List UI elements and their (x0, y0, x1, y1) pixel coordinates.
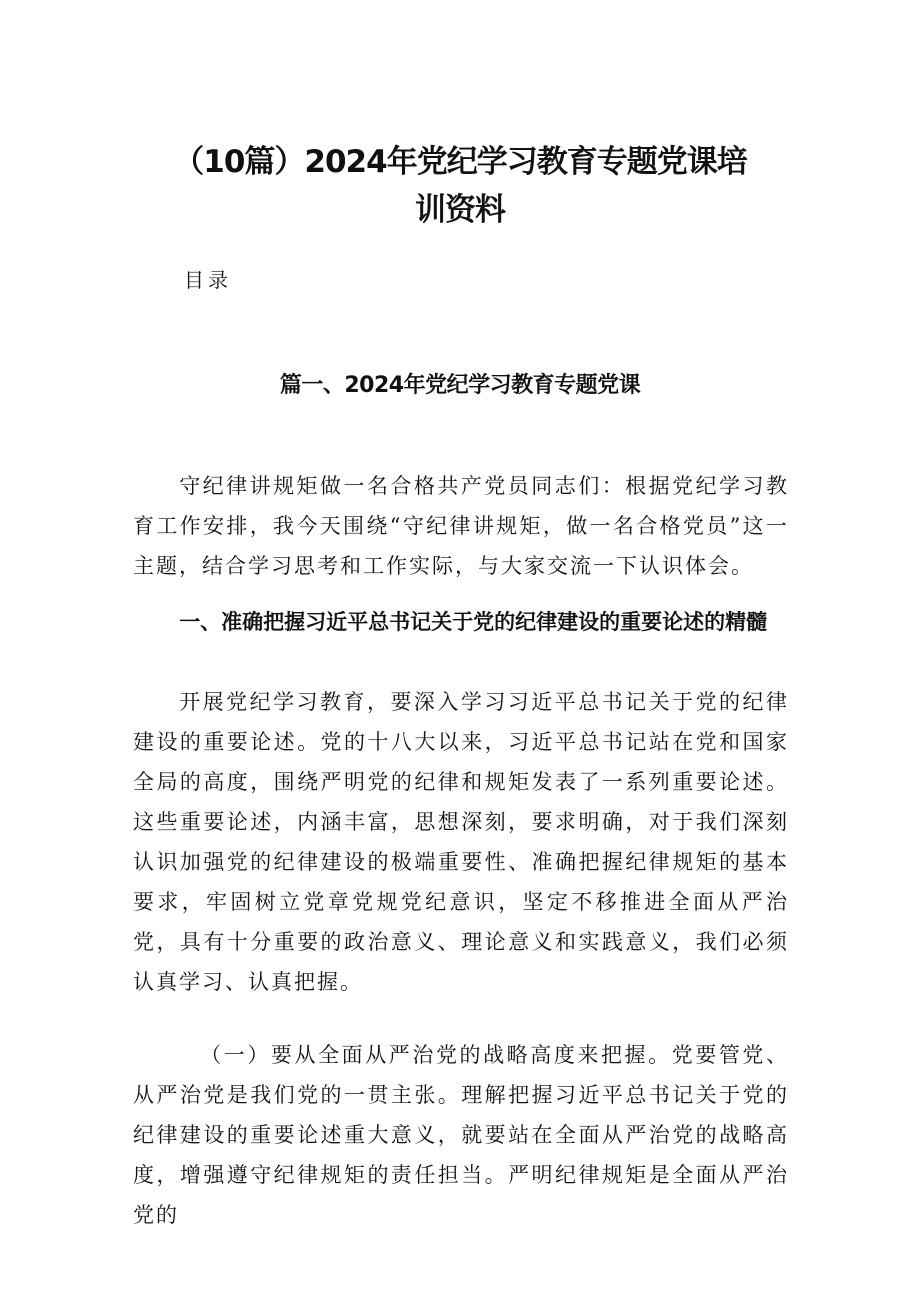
table-of-contents-label: 目录 (184, 268, 232, 292)
main-paragraph: 开展党纪学习教育，要深入学习习近平总书记关于党的纪律建设的重要论述。党的十八大以来，习近平总书记站在党和国家全局的高度，围绕严明党的纪律和规矩发表了一系列重要论述。这些重要论述，内涵丰富，思想深刻，要求明确，对于我们深刻认识加强党的纪律建设的极端重要性、准确把握纪律规矩的基本要求，牢固树立党章党规党纪意识，坚定不移推进全面从严治党，具有十分重要的政治意义、理论意义和实践意义，我们必须认真学习、认真把握。 (133, 690, 789, 994)
subsection-paragraph-block (133, 1035, 789, 1235)
intro-paragraph-block (133, 466, 789, 586)
document-title (120, 138, 800, 234)
main-paragraph-block (133, 682, 789, 1002)
subsection-paragraph: （一）要从全面从严治党的战略高度来把握。党要管党、从严治党是我们党的一贯主张。理解把握习近平总书记关于党的纪律建设的重要论述重大意义，就要站在全面从严治党的战略高度，增强遵守纪律规矩的责任担当。严明纪律规矩是全面从严治党的 (133, 1043, 789, 1227)
title-line-1: （10篇）2024年党纪学习教育专题党课培 (173, 144, 747, 180)
section-heading: 篇一、2024年党纪学习教育专题党课 (279, 373, 641, 398)
heading-paragraph-block (133, 602, 789, 642)
intro-paragraph: 守纪律讲规矩做一名合格共产党员同志们：根据党纪学习教育工作安排，我今天围绕“守纪律讲规矩，做一名合格党员”这一主题，结合学习思考和工作实际，与大家交流一下认识体会。 (133, 474, 789, 578)
title-line-2: 训资料 (415, 192, 505, 228)
heading-paragraph: 一、准确把握习近平总书记关于党的纪律建设的重要论述的精髓 (179, 610, 768, 634)
